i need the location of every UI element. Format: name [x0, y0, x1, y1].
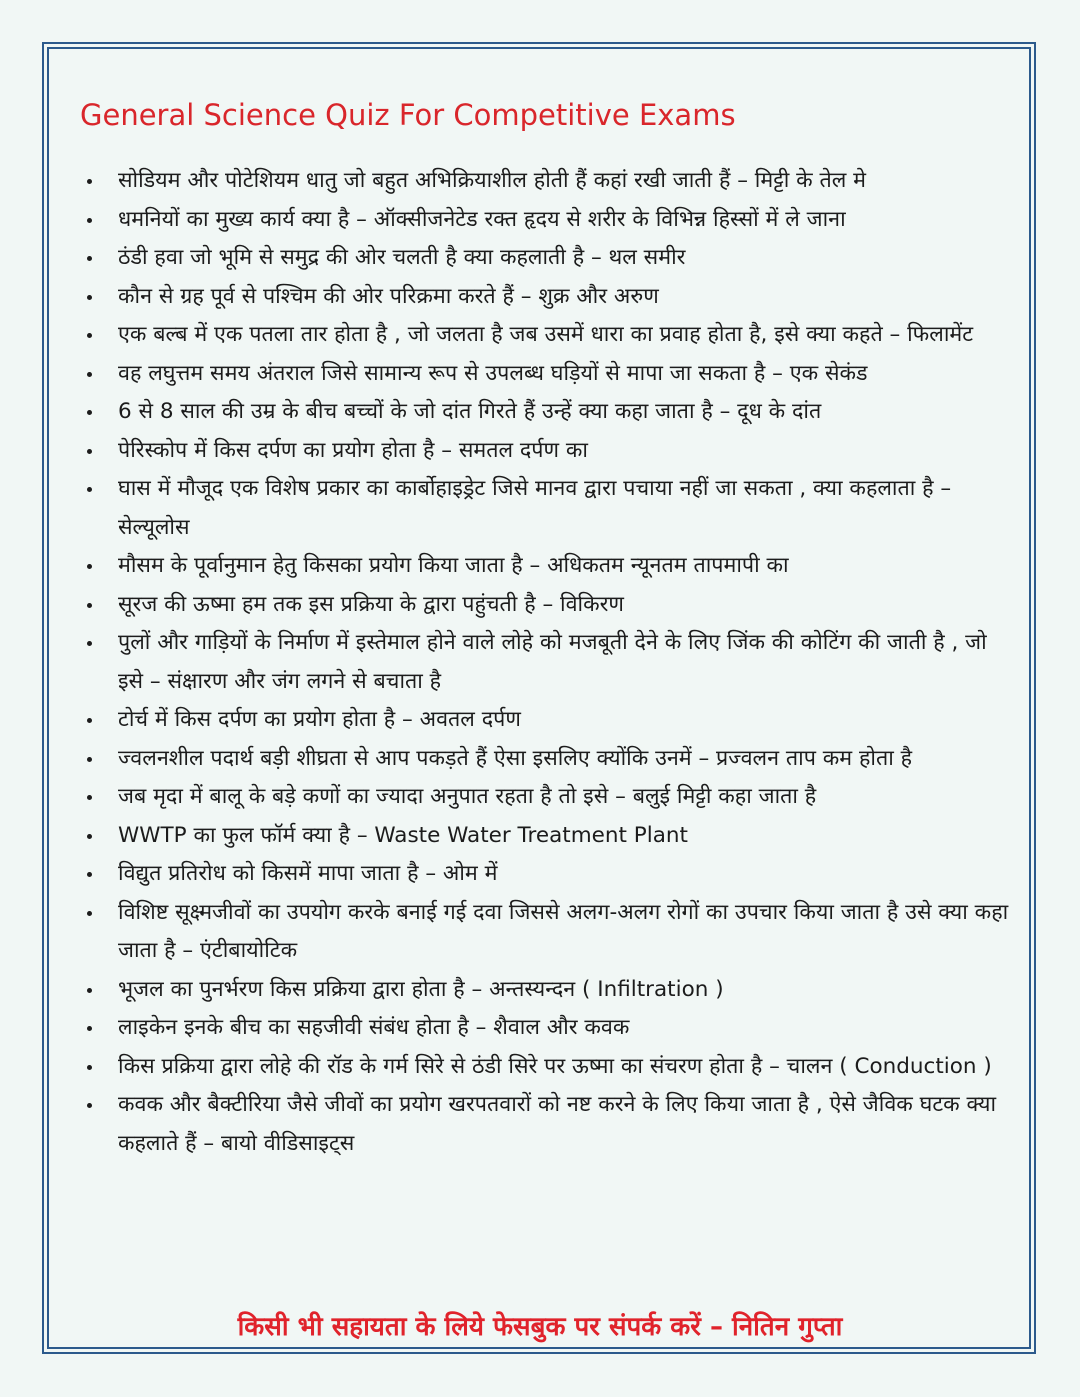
quiz-item: कवक और बैक्टीरिया जैसे जीवों का प्रयोग खरपतवारों को नष्ट करने के लिए किया जाता है , ऐसे जैविक घटक क्या कहलाते हैं – बायो वीडिसाइट्स — [80, 1086, 1015, 1163]
quiz-item: कौन से ग्रह पूर्व से पश्चिम की ओर परिक्रमा करते हैं – शुक्र और अरुण — [80, 278, 1015, 317]
page-title: General Science Quiz For Competitive Exams — [80, 98, 736, 132]
quiz-item: टोर्च में किस दर्पण का प्रयोग होता है – अवतल दर्पण — [80, 701, 1015, 740]
quiz-item: विद्युत प्रतिरोध को किसमें मापा जाता है – ओम में — [80, 855, 1015, 894]
quiz-item: किस प्रक्रिया द्वारा लोहे की रॉड के गर्म सिरे से ठंडी सिरे पर ऊष्मा का संचरण होता है – चालन ( Conduction ) — [80, 1048, 1015, 1087]
quiz-item: WWTP का फुल फॉर्म क्या है – Waste Water Treatment Plant — [80, 817, 1015, 856]
quiz-item: पुलों और गाड़ियों के निर्माण में इस्तेमाल होने वाले लोहे को मजबूती देने के लिए जिंक की कोटिंग की जाती है , जो इसे – संक्षारण और जंग लगने से बचाता है — [80, 624, 1015, 701]
quiz-item: वह लघुत्तम समय अंतराल जिसे सामान्य रूप से उपलब्ध घड़ियों से मापा जा सकता है – एक सेकंड — [80, 355, 1015, 394]
quiz-item: ठंडी हवा जो भूमि से समुद्र की ओर चलती है क्या कहलाती है – थल समीर — [80, 239, 1015, 278]
quiz-item: धमनियों का मुख्य कार्य क्या है – ऑक्सीजनेटेड रक्त हृदय से शरीर के विभिन्न हिस्सों में ले जाना — [80, 201, 1015, 240]
quiz-item: सोडियम और पोटेशियम धातु जो बहुत अभिक्रियाशील होती हैं कहां रखी जाती हैं – मिट्टी के तेल मे — [80, 162, 1015, 201]
quiz-item: भूजल का पुनर्भरण किस प्रक्रिया द्वारा होता है – अन्तस्यन्दन ( Infiltration ) — [80, 971, 1015, 1010]
quiz-item: सूरज की ऊष्मा हम तक इस प्रक्रिया के द्वारा पहुंचती है – विकिरण — [80, 586, 1015, 625]
contact-footer: किसी भी सहायता के लिये फेसबुक पर संपर्क करें – नितिन गुप्ता — [237, 1312, 843, 1342]
quiz-item: मौसम के पूर्वानुमान हेतु किसका प्रयोग किया जाता है – अधिकतम न्यूनतम तापमापी का — [80, 547, 1015, 586]
quiz-item: पेरिस्कोप में किस दर्पण का प्रयोग होता है – समतल दर्पण का — [80, 432, 1015, 471]
quiz-item: विशिष्ट सूक्ष्मजीवों का उपयोग करके बनाई गई दवा जिससे अलग-अलग रोगों का उपचार किया जाता है उसे क्या कहा जाता है – एंटीबायोटिक — [80, 894, 1015, 971]
quiz-list — [80, 162, 1015, 1163]
quiz-item: 6 से 8 साल की उम्र के बीच बच्चों के जो दांत गिरते हैं उन्हें क्या कहा जाता है – दूध के दांत — [80, 393, 1015, 432]
quiz-item: लाइकेन इनके बीच का सहजीवी संबंध होता है – शैवाल और कवक — [80, 1009, 1015, 1048]
quiz-item: जब मृदा में बालू के बड़े कणों का ज्यादा अनुपात रहता है तो इसे – बलुई मिट्टी कहा जाता है — [80, 778, 1015, 817]
quiz-item: ज्वलनशील पदार्थ बड़ी शीघ्रता से आप पकड़ते हैं ऐसा इसलिए क्योंकि उनमें – प्रज्वलन ताप कम होता है — [80, 740, 1015, 779]
quiz-item: एक बल्ब में एक पतला तार होता है , जो जलता है जब उसमें धारा का प्रवाह होता है, इसे क्या कहते – फिलामेंट — [80, 316, 1015, 355]
quiz-item: घास में मौजूद एक विशेष प्रकार का कार्बोहाइड्रेट जिसे मानव द्वारा पचाया नहीं जा सकता , क्या कहलाता है – सेल्यूलोस — [80, 470, 1015, 547]
